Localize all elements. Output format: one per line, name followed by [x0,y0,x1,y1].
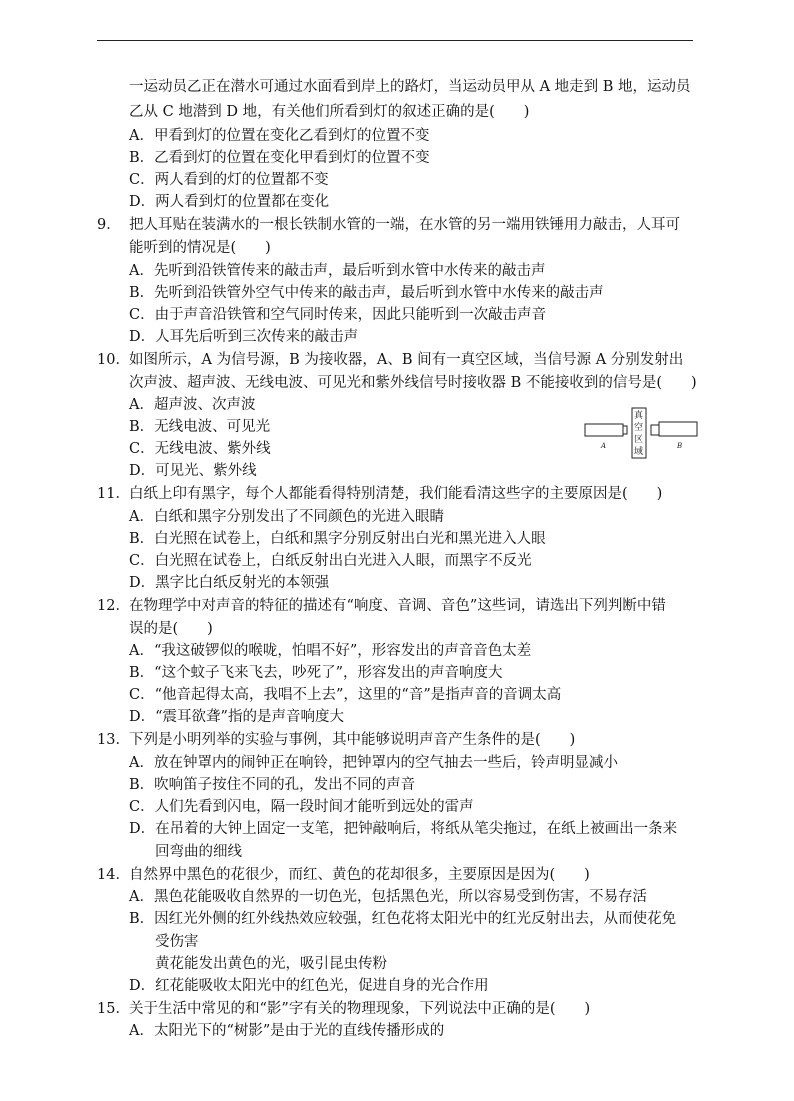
q15-option-a: A．太阳光下的“树影”是由于光的直线传播形成的 [129,1023,445,1039]
q12-option-c: C．“他音起得太高，我唱不上去”，这里的“音”是指声音的音调太高 [129,687,562,703]
q9-option-c: C．由于声音沿铁管和空气同时传来，因此只能听到一次敲击声音 [129,307,547,323]
q11-option-a: A．白纸和黑字分别发出了不同颜色的光进入眼睛 [129,509,444,525]
region-char-1: 真 [634,411,644,421]
receiver-b [651,422,697,450]
q9-option-b: B．先听到沿铁管外空气中传来的敲击声，最后听到水管中水传来的敲击声 [129,285,604,301]
q9-option-d: D．人耳先后听到三次传来的敲击声 [129,329,359,345]
q8-line-1: 一运动员乙正在潜水可通过水面看到岸上的路灯，当运动员甲从 A 地走到 B 地，运动员 [129,79,691,95]
signal-source-a [585,424,627,450]
q11-option-c: C．白光照在试卷上，白纸反射出白光进入人眼，而黑字不反光 [129,553,532,569]
q9-number: 9． [97,217,121,233]
q13-option-c: C．人们先看到闪电，隔一段时间才能听到远处的雷声 [129,799,474,815]
q13-option-d: D．在吊着的大钟上固定一支笔，把钟敲响后，将纸从笔尖拖过，在纸上被画出一条来 [129,821,678,837]
q8-option-c: C．两人看到的灯的位置都不变 [129,172,329,188]
q15-number: 15． [97,1001,130,1017]
header-rule [97,40,693,41]
q13-number: 13． [97,732,130,748]
q11-number: 11． [97,486,130,502]
q10-figure [583,407,701,459]
q8-line-2: 乙从 C 地潜到 D 地，有关他们所看到灯的叙述正确的是( ) [129,104,530,120]
region-char-2: 空 [634,423,644,433]
q13-option-b: B．吹响笛子按住不同的孔，发出不同的声音 [129,777,416,793]
q14-option-b: B．因红光外侧的红外线热效应较强，红色花将太阳光中的红光反射出去，从而使花免 [129,911,677,927]
q9-line-2: 能听到的情况是( ) [129,240,271,256]
q12-line-1: 在物理学中对声音的特征的描述有“响度、音调、音色”这些词，请选出下列判断中错 [129,598,666,614]
vacuum-region [632,408,646,458]
region-char-4: 域 [634,447,644,457]
q12-option-a: A．“我这破锣似的喉咙，怕唱不好”，形容发出的声音音色太差 [129,643,532,659]
q15-line-1: 关于生活中常见的和“影”字有关的物理现象，下列说法中正确的是( ) [129,1001,591,1017]
q11-option-d: D．黑字比白纸反射光的本领强 [129,575,330,591]
q14-number: 14． [97,867,130,883]
q10-number: 10． [97,352,130,368]
q10-option-c: C．无线电波、紫外线 [129,441,271,457]
label-a: A [601,442,607,450]
q10-option-d: D．可见光、紫外线 [129,463,257,479]
q10-line-2: 次声波、超声波、无线电波、可见光和紫外线信号时接收器 B 不能接收到的信号是( ) [129,375,697,391]
q14-option-a: A．黑色花能吸收自然界的一切色光，包括黑色光，所以容易受到伤害，不易存活 [129,889,647,905]
q12-line-2: 误的是( ) [129,621,213,637]
q13-option-d-continued: 回弯曲的细线 [155,844,242,860]
q9-option-a: A．先听到沿铁管传来的敲击声，最后听到水管中水传来的敲击声 [129,263,546,279]
q12-number: 12． [97,598,130,614]
q8-option-d: D．两人看到灯的位置都在变化 [129,194,330,210]
q12-option-b: B．“这个蚊子飞来飞去，吵死了”，形容发出的声音响度大 [129,665,503,681]
q14-option-c: 黄花能发出黄色的光，吸引昆虫传粉 [155,956,387,972]
q9-line-1: 把人耳贴在装满水的一根长铁制水管的一端，在水管的另一端用铁锤用力敲击，人耳可 [129,217,680,233]
q14-line-1: 自然界中黑色的花很少，而红、黄色的花却很多，主要原因是因为( ) [129,867,590,883]
q12-option-d: D．“震耳欲聋”指的是声音响度大 [129,709,344,725]
q10-line-1: 如图所示，A 为信号源，B 为接收器，A、B 间有一真空区域，当信号源 A 分别发射出 [129,352,684,368]
q11-line-1: 白纸上印有黑字，每个人都能看得特别清楚，我们能看清这些字的主要原因是( ) [129,486,663,502]
label-b: B [677,442,683,450]
q13-option-a: A．放在钟罩内的闹钟正在响铃，把钟罩内的空气抽去一些后，铃声明显减小 [129,755,618,771]
q14-option-d: D．红花能吸收太阳光中的红色光，促进自身的光合作用 [129,978,489,994]
q10-option-b: B．无线电波、可见光 [129,419,271,435]
q13-line-1: 下列是小明列举的实验与事例，其中能够说明声音产生条件的是( ) [129,732,576,748]
q11-option-b: B．白光照在试卷上，白纸和黑字分别反射出白光和黑光进入人眼 [129,531,546,547]
region-char-3: 区 [634,435,644,445]
q8-option-a: A．甲看到灯的位置在变化乙看到灯的位置不变 [129,128,430,144]
q8-option-b: B．乙看到灯的位置在变化甲看到灯的位置不变 [129,150,430,166]
q14-option-b-continued: 受伤害 [155,934,199,950]
q10-option-a: A．超声波、次声波 [129,397,256,413]
